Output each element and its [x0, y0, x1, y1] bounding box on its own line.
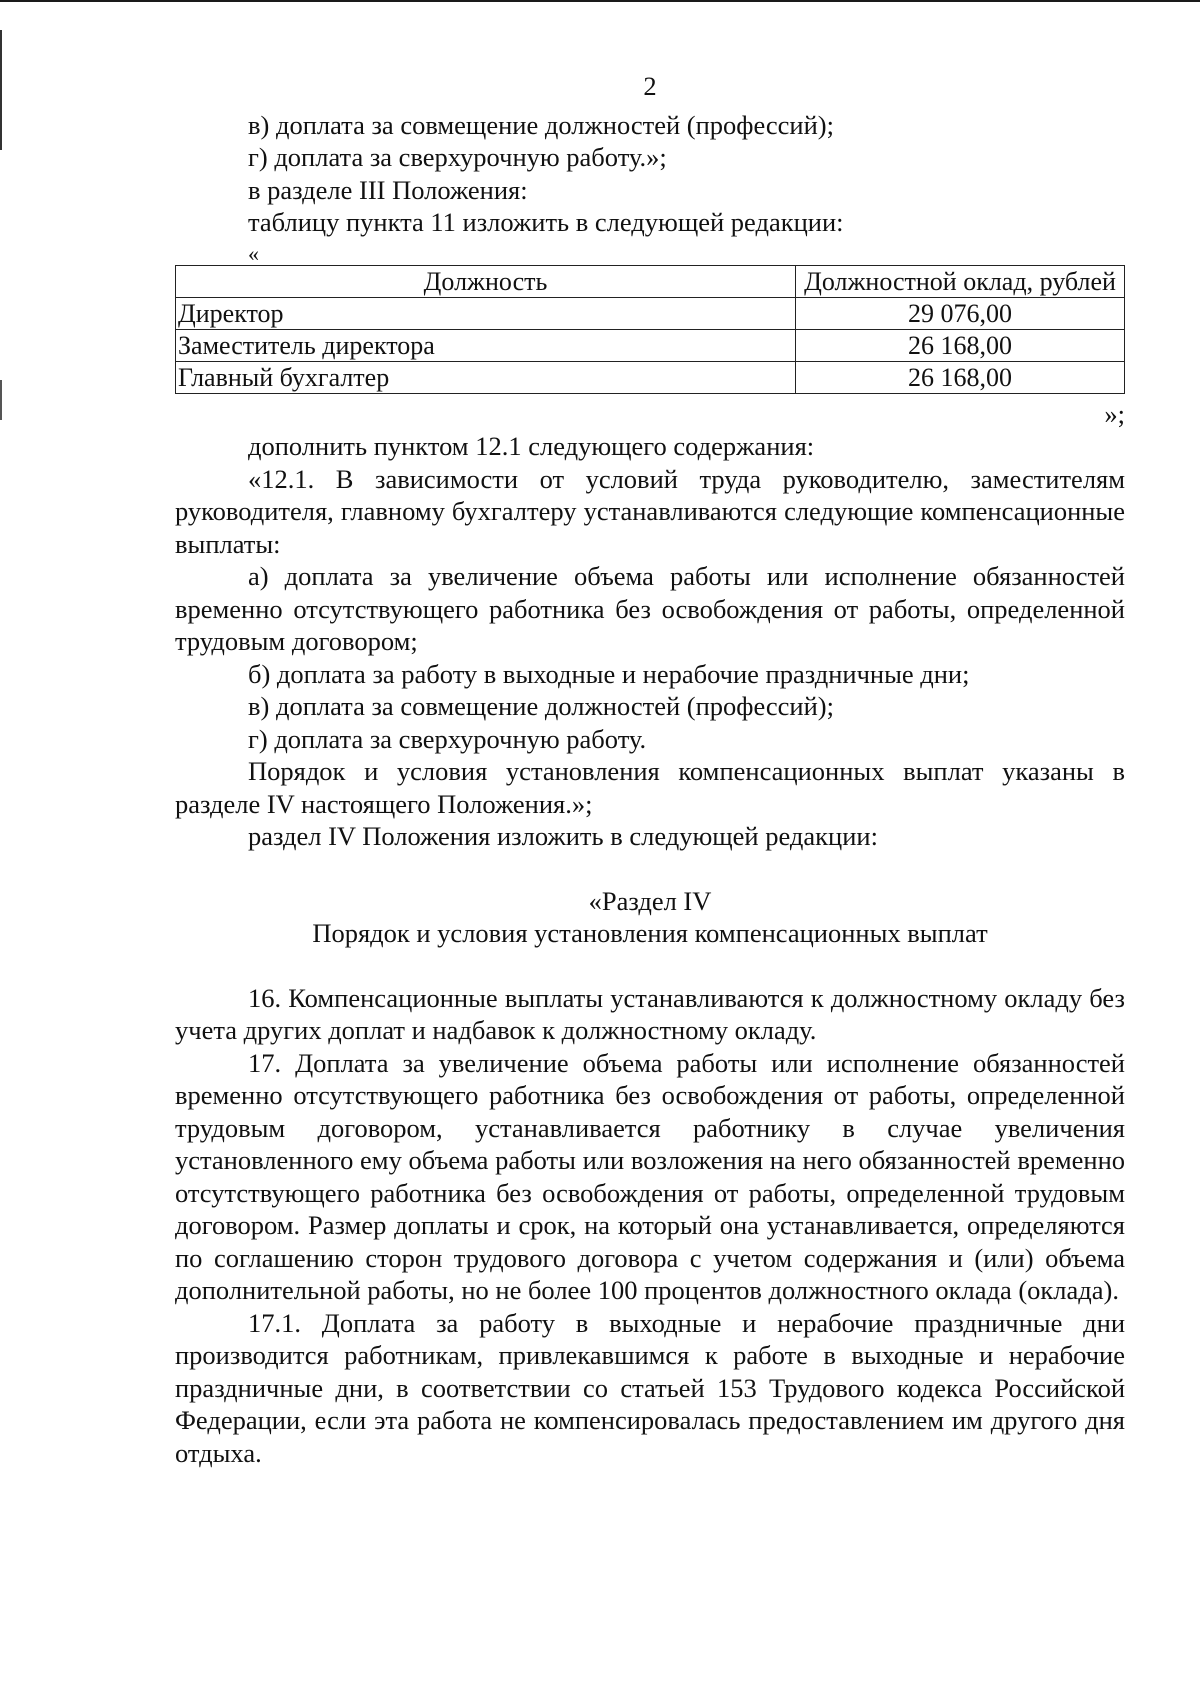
clause-paragraph: 17.1. Доплата за работу в выходные и нерабочие праздничные дни производится работникам, привлекавшимся к работе в выходные и нерабочие праздничные дни, в соответствии со статьей 153 Трудового кодекса Российской Федерации, если эта работа не компенсировалась предоставлением им другого дня отдыха.	[175, 1307, 1125, 1468]
section-title: Порядок и условия установления компенсационных выплат	[312, 918, 988, 948]
header-salary: Должностной оклад, рублей	[796, 265, 1125, 297]
spacer	[175, 950, 1125, 982]
page-number: 2	[643, 71, 657, 101]
salary-table	[175, 265, 1125, 394]
intro-line: в) доплата за совмещение должностей (профессий);	[248, 109, 834, 140]
body-paragraph: дополнить пунктом 12.1 следующего содержания:	[248, 431, 815, 461]
body-paragraph: г) доплата за сверхурочную работу.	[248, 723, 647, 754]
body-paragraph: «12.1. В зависимости от условий труда руководителю, заместителям руководителя, главному бухгалтеру устанавливаются следующие компенсационные выплаты:	[175, 463, 1125, 559]
scan-border-top	[0, 0, 1200, 2]
cell-position: Директор	[176, 297, 796, 329]
scan-border-left-mark	[0, 380, 2, 420]
body-paragraph: раздел IV Положения изложить в следующей редакции:	[248, 821, 878, 851]
body-paragraph: Порядок и условия установления компенсационных выплат указаны в разделе IV настоящего Положения.»;	[175, 756, 1125, 819]
table-row	[176, 329, 1125, 361]
cell-salary: 26 168,00	[796, 329, 1125, 361]
intro-line: г) доплата за сверхурочную работу.»;	[248, 142, 667, 172]
header-position: Должность	[176, 265, 796, 297]
spacer	[175, 853, 1125, 885]
clause-paragraph: 17. Доплата за увеличение объема работы или исполнение обязанностей временно отсутствующего работника без освобождения от работы, определенной трудовым договором, устанавливается работнику в случае увеличения установленного ему объема работы или возложения на него обязанностей временно отсутствующего работника без освобождения от работы, определенной трудовым договором. Размер доплаты и срок, на который она устанавливается, определяются по соглашению сторон трудового договора с учетом содержания и (или) объема дополнительной работы, но не более 100 процентов должностного оклада (оклада).	[175, 1047, 1125, 1305]
cell-salary: 29 076,00	[796, 297, 1125, 329]
document-page	[175, 70, 1125, 1469]
intro-line: таблицу пункта 11 изложить в следующей редакции:	[248, 207, 844, 237]
table-row	[176, 297, 1125, 329]
section-heading: «Раздел IV	[588, 885, 712, 916]
body-paragraph: б) доплата за работу в выходные и нерабочие праздничные дни;	[248, 658, 970, 689]
body-paragraph: а) доплата за увеличение объема работы или исполнение обязанностей временно отсутствующего работника без освобождения от работы, определенной трудовым договором;	[175, 561, 1125, 656]
clause-paragraph: 16. Компенсационные выплаты устанавливаются к должностному окладу без учета других доплат и надбавок к должностному окладу.	[175, 982, 1125, 1045]
intro-line: в разделе III Положения:	[248, 174, 528, 205]
body-paragraph: в) доплата за совмещение должностей (профессий);	[248, 691, 834, 721]
table-open-quote: «	[248, 240, 259, 266]
cell-position: Главный бухгалтер	[176, 361, 796, 393]
table-close-quote: »;	[1104, 398, 1125, 429]
scan-border-left	[0, 30, 2, 150]
cell-salary: 26 168,00	[796, 361, 1125, 393]
table-header-row	[176, 265, 1125, 297]
table-row	[176, 361, 1125, 393]
cell-position: Заместитель директора	[176, 329, 796, 361]
